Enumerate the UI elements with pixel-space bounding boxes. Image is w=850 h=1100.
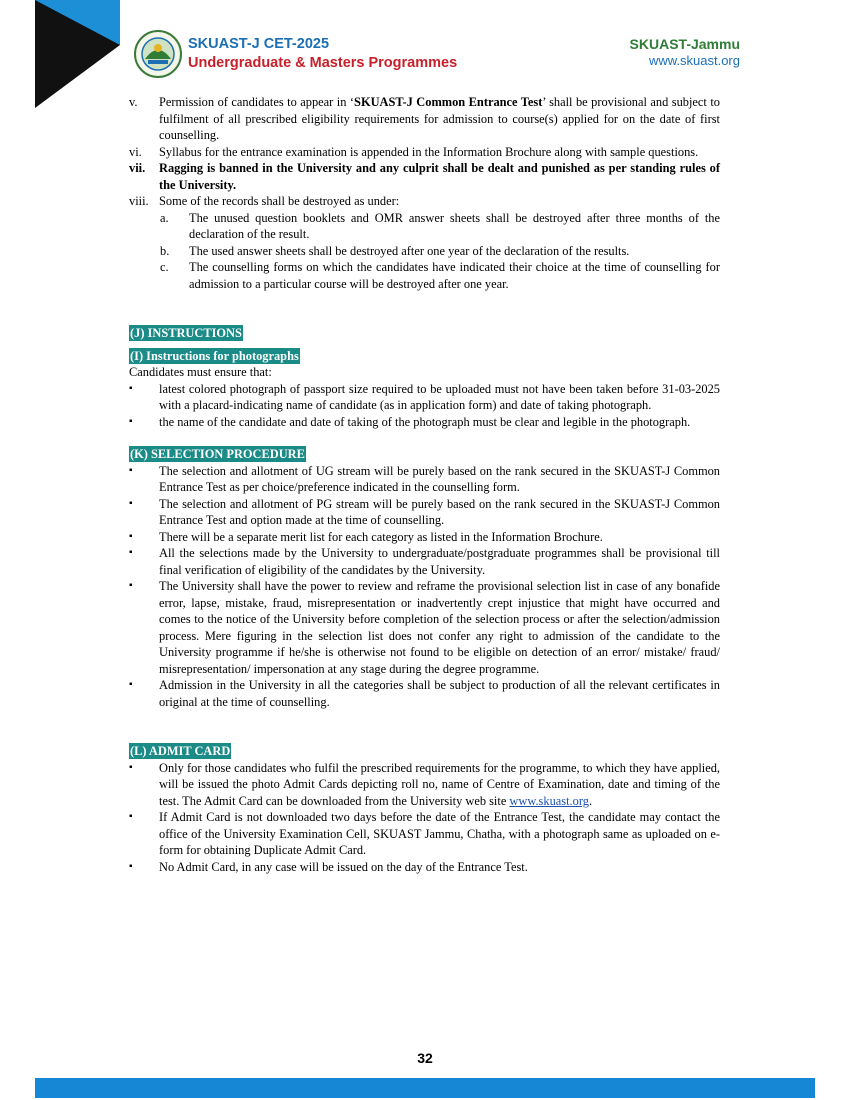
bullet-text: No Admit Card, in any case will be issued on the day of the Entrance Test. bbox=[159, 859, 528, 874]
bullet-marker: ▪ bbox=[129, 464, 133, 476]
list-item bbox=[129, 381, 720, 414]
photographs-intro: Candidates must ensure that: bbox=[129, 365, 272, 379]
section-l-heading-row bbox=[129, 743, 720, 760]
bullet-text: If Admit Card is not downloaded two days before the date of the Entrance Test, the candidate may contact the office of the University Examination Cell, SKUAST Jammu, Chatha, with a photograph same as uploaded on e-form for obtaining Duplicate Admit Card. bbox=[159, 810, 720, 857]
sub-text: The unused question booklets and OMR answer sheets shall be destroyed after three months of the declaration of the result. bbox=[189, 210, 720, 241]
list-item bbox=[129, 414, 720, 431]
records-item-c bbox=[129, 259, 720, 292]
section-k-heading-row bbox=[129, 446, 720, 463]
bullet-text: The selection and allotment of UG stream will be purely based on the rank secured in the SKUAST-J Common Entrance Test as per choice/preference indicated in the counselling form. bbox=[159, 463, 720, 494]
item-bold-text: SKUAST-J Common Entrance Test bbox=[354, 95, 543, 109]
list-item bbox=[129, 809, 720, 859]
bullet-text-end: . bbox=[588, 793, 593, 808]
university-logo-icon bbox=[133, 29, 183, 79]
list-item bbox=[129, 463, 720, 496]
sub-marker: b. bbox=[160, 243, 170, 258]
bullet-marker: ▪ bbox=[129, 860, 133, 872]
header-subtitle: Undergraduate & Masters Programmes bbox=[188, 55, 458, 71]
sub-marker: c. bbox=[160, 260, 169, 274]
list-item bbox=[129, 529, 720, 546]
bullet-text: latest colored photograph of passport size required to be uploaded must not have been taken before 31-03-2025 with a placard-indicating name of candidate (as in application form) and date of taking photograph. bbox=[159, 381, 720, 412]
bullet-marker: ▪ bbox=[129, 811, 133, 822]
bullet-text: The selection and allotment of PG stream will be purely based on the rank secured in the SKUAST-J Common Entrance Test and option made at the time of counselling. bbox=[159, 496, 720, 527]
section-k-heading: (K) SELECTION PROCEDURE bbox=[130, 447, 305, 461]
list-item-vii bbox=[129, 160, 720, 193]
page-content bbox=[129, 94, 720, 875]
item-text: ’ shall be provisional and subject to fulfilment of all prescribed eligibility requirements for admission to course(s) applied for on the date of first counselling. bbox=[159, 95, 720, 142]
section-j-heading: (J) INSTRUCTIONS bbox=[130, 326, 242, 340]
bullet-marker: ▪ bbox=[129, 530, 133, 542]
bullet-text: All the selections made by the University to undergraduate/postgraduate programmes shall be provisional till final verification of eligibility of the candidates by the University. bbox=[159, 546, 720, 577]
page-number: 32 bbox=[417, 1050, 433, 1066]
header-org-name: SKUAST-Jammu bbox=[629, 36, 740, 52]
bullet-text: There will be a separate merit list for each category as listed in the Information Brochure. bbox=[159, 529, 603, 544]
bullet-marker: ▪ bbox=[129, 547, 133, 558]
bullet-text: the name of the candidate and date of taking of the photograph must be clear and legible in the photograph. bbox=[159, 414, 691, 429]
corner-triangle-graphic bbox=[0, 0, 130, 112]
bullet-marker: ▪ bbox=[129, 761, 133, 773]
header-right bbox=[630, 36, 740, 68]
website-link[interactable]: www.skuast.org bbox=[509, 793, 589, 808]
sub-text: The used answer sheets shall be destroyed after one year of the declaration of the results. bbox=[189, 243, 630, 258]
photographs-subheading: (I) Instructions for photographs bbox=[130, 348, 299, 363]
list-item bbox=[129, 677, 720, 710]
records-item-a bbox=[129, 210, 720, 243]
footer-bar bbox=[35, 1078, 815, 1098]
item-text: Ragging is banned in the University and any culprit shall be dealt and punished as per standing rules of the University. bbox=[159, 161, 720, 192]
records-item-b bbox=[129, 243, 720, 260]
list-item-vi bbox=[129, 144, 720, 161]
item-marker: v. bbox=[129, 95, 138, 109]
item-text: Syllabus for the entrance examination is appended in the Information Brochure along with sample questions. bbox=[159, 144, 699, 159]
item-marker: viii. bbox=[129, 194, 149, 208]
bullet-marker: ▪ bbox=[129, 382, 133, 394]
sub-marker: a. bbox=[160, 210, 169, 225]
bullet-marker: ▪ bbox=[129, 580, 133, 591]
bullet-marker: ▪ bbox=[129, 497, 133, 509]
bullet-text: The University shall have the power to review and reframe the provisional selection list in case of any bonafide error, lapse, mistake, fraud, misrepresentation or inadvertently crept injustice that might have occurred and comes to the notice of the University before completion of the selection process or after the selection/admission process. Mere figuring in the selection list does not confer any right to admission of the candidate to the University programme if he/she is otherwise not found to be eligible on detection of an error/ mistake/ fraud/ misrepresentation/ impersonation at any stage during the degree programme. bbox=[159, 579, 720, 676]
bullet-marker: ▪ bbox=[129, 679, 133, 690]
item-text: Some of the records shall be destroyed as under: bbox=[159, 194, 400, 208]
item-text: Permission of candidates to appear in ‘ bbox=[159, 95, 355, 109]
list-item bbox=[129, 578, 720, 677]
list-item bbox=[129, 545, 720, 578]
item-marker: vii. bbox=[129, 161, 146, 175]
list-item-v bbox=[129, 94, 720, 144]
bullet-marker: ▪ bbox=[129, 415, 133, 427]
section-l-heading: (L) ADMIT CARD bbox=[130, 744, 231, 758]
bullet-text: Admission in the University in all the categories shall be subject to production of all the relevant certificates in original at the time of counselling. bbox=[159, 678, 720, 709]
list-item bbox=[129, 496, 720, 529]
list-item bbox=[129, 859, 720, 876]
list-item bbox=[129, 760, 720, 810]
section-j-heading-row bbox=[129, 325, 720, 342]
sub-text: The counselling forms on which the candidates have indicated their choice at the time of counselling for admission to a particular course will be destroyed after one year. bbox=[189, 260, 720, 291]
list-item-viii bbox=[129, 193, 720, 210]
header-title: SKUAST-J CET-2025 bbox=[188, 36, 330, 52]
bullet-text: Only for those candidates who fulfil the prescribed requirements for the programme, to which they have applied, will be issued the photo Admit Cards depicting roll no, name of Centre of Examination, date and timing of the test. The Admit Card can be downloaded from the University web site bbox=[159, 760, 720, 808]
photographs-heading-row bbox=[129, 348, 720, 365]
header-website: www.skuast.org bbox=[648, 53, 740, 68]
item-marker: vi. bbox=[129, 144, 142, 159]
